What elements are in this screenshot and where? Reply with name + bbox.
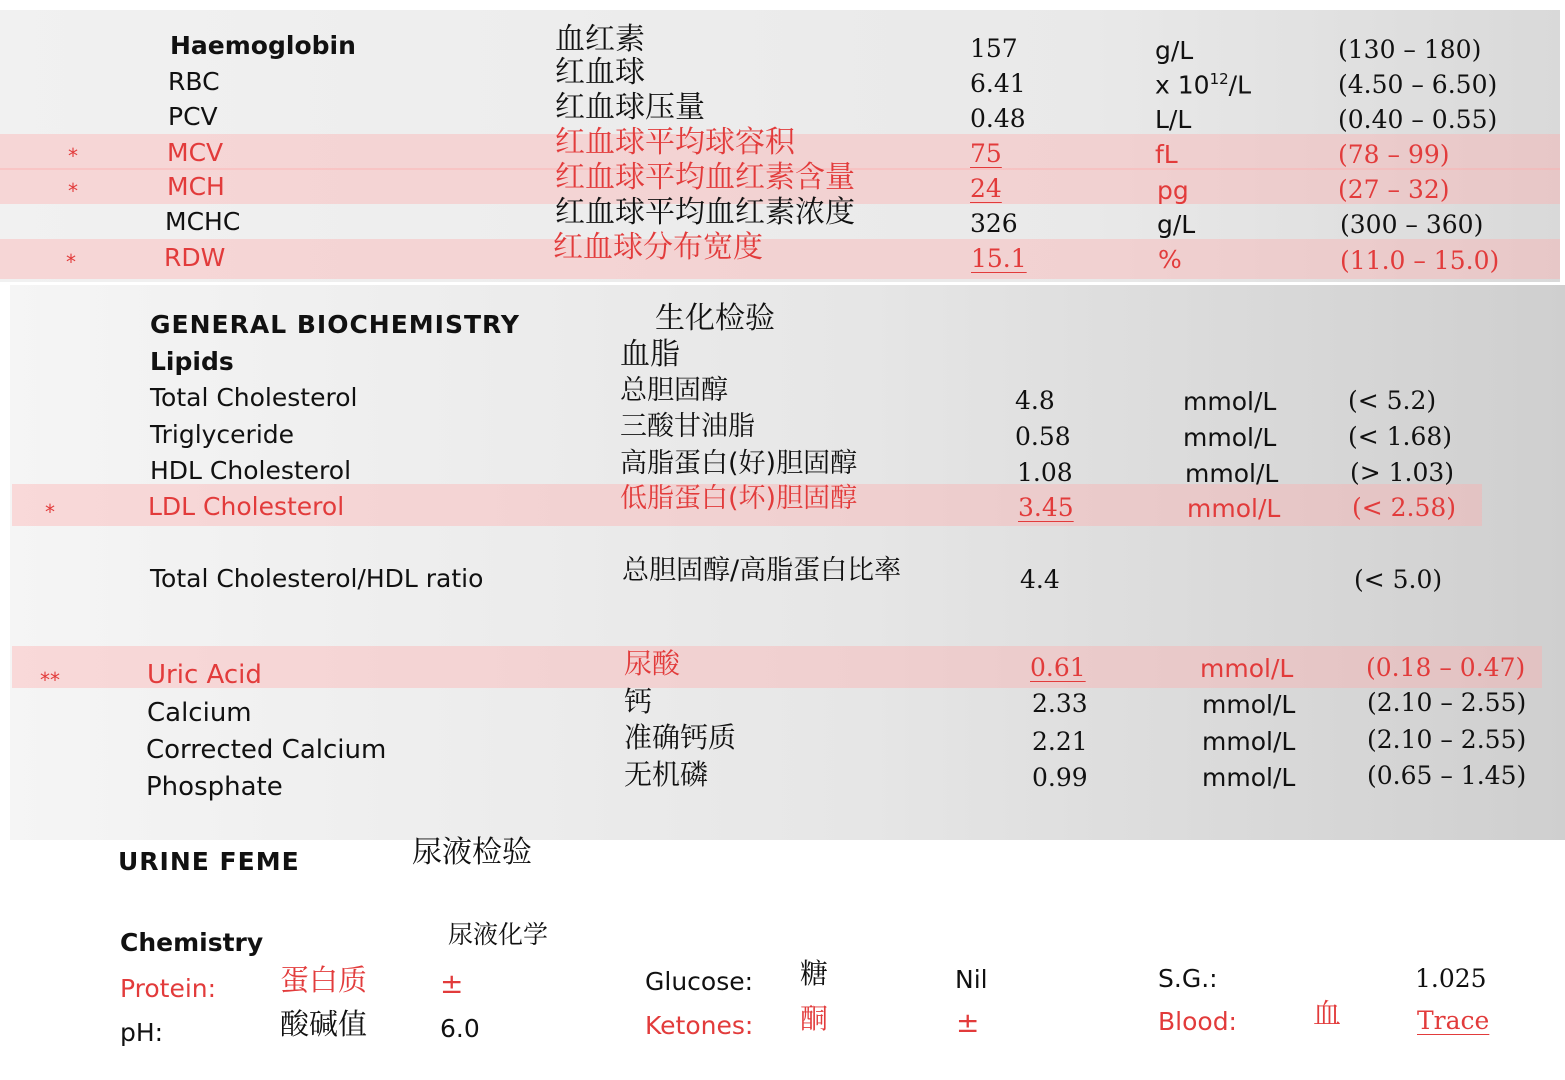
test-range: (78 – 99) (1338, 140, 1450, 169)
sg-label: S.G.: (1158, 964, 1218, 993)
lipids-label-zh: 血脂 (620, 337, 680, 372)
test-value: 0.58 (1015, 422, 1071, 451)
test-name-zh: 红血球分布宽度 (553, 230, 763, 265)
glucose-value: Nil (955, 965, 988, 994)
abnormal-flag: * (45, 500, 55, 524)
ph-label: pH: (120, 1018, 164, 1047)
test-value: 2.21 (1032, 727, 1088, 756)
ratio-range: (< 5.0) (1354, 565, 1443, 594)
test-range: (27 – 32) (1338, 175, 1450, 204)
test-range: (0.65 – 1.45) (1367, 761, 1527, 790)
sg-value: 1.025 (1415, 964, 1487, 993)
test-name-zh: 红血球平均血红素浓度 (555, 195, 855, 230)
test-unit: % (1158, 245, 1182, 274)
abnormal-flag: * (68, 144, 78, 168)
chemistry-label-zh: 尿液化学 (448, 920, 549, 949)
test-unit: g/L (1155, 36, 1194, 65)
test-name: Phosphate (146, 772, 283, 802)
test-value: 2.33 (1032, 689, 1088, 718)
test-value: 4.8 (1015, 386, 1055, 415)
test-unit: fL (1155, 140, 1178, 169)
test-name-zh: 钙 (624, 685, 653, 718)
test-range: (11.0 – 15.0) (1340, 246, 1500, 275)
test-unit: mmol/L (1185, 459, 1279, 488)
highlight-rdw (0, 239, 1560, 279)
test-range: (130 – 180) (1338, 35, 1482, 64)
test-range: (0.40 – 0.55) (1338, 105, 1498, 134)
test-name-zh: 总胆固醇 (620, 375, 728, 406)
protein-value: ± (440, 967, 464, 1000)
test-unit: mmol/L (1202, 727, 1296, 756)
test-name: Haemoglobin (170, 31, 356, 60)
test-name: Total Cholesterol (150, 383, 358, 412)
ratio-value: 4.4 (1020, 565, 1060, 594)
test-name-zh: 红血球平均球容积 (555, 125, 795, 160)
glucose-label-zh: 糖 (800, 957, 829, 990)
test-name-zh: 高脂蛋白(好)胆固醇 (620, 448, 858, 479)
test-name-zh: 红血球平均血红素含量 (555, 160, 855, 195)
test-name: LDL Cholesterol (148, 492, 345, 521)
test-value: 1.08 (1017, 458, 1073, 487)
test-name-zh: 低脂蛋白(坏)胆固醇 (620, 483, 858, 514)
test-name-zh: 尿酸 (624, 647, 681, 680)
test-name: MCH (167, 172, 225, 201)
glucose-label: Glucose: (645, 967, 754, 996)
test-unit: L/L (1155, 105, 1192, 134)
test-unit: mmol/L (1202, 763, 1296, 792)
test-value: 157 (970, 34, 1018, 63)
ketones-label-zh: 酮 (800, 1002, 829, 1035)
test-range: (< 2.58) (1352, 493, 1457, 522)
blood-value: Trace (1417, 1006, 1490, 1035)
test-value: 0.99 (1032, 763, 1088, 792)
ph-label-zh: 酸碱值 (280, 1007, 368, 1041)
section-title: GENERAL BIOCHEMISTRY (150, 310, 521, 339)
test-name: RBC (168, 67, 220, 96)
test-name-zh: 红血球压量 (555, 90, 705, 125)
test-range: (< 5.2) (1348, 386, 1437, 415)
section-title: URINE FEME (118, 847, 300, 876)
test-name-zh: 红血球 (555, 55, 645, 90)
test-range: (0.18 – 0.47) (1366, 653, 1526, 682)
ratio-name-zh: 总胆固醇/高脂蛋白比率 (622, 555, 902, 586)
test-unit: mmol/L (1183, 387, 1277, 416)
abnormal-flag: ** (40, 668, 60, 692)
test-value: 326 (970, 209, 1018, 238)
test-unit: mmol/L (1187, 494, 1281, 523)
test-unit: mmol/L (1200, 654, 1294, 683)
protein-label: Protein: (120, 974, 217, 1003)
test-range: (300 – 360) (1340, 210, 1484, 239)
test-range: (2.10 – 2.55) (1367, 725, 1527, 754)
test-range: (< 1.68) (1348, 422, 1453, 451)
test-value: 24 (970, 174, 1002, 203)
test-name: HDL Cholesterol (150, 456, 352, 485)
test-name: MCHC (165, 207, 241, 236)
test-name-zh: 准确钙质 (624, 721, 737, 754)
ph-value: 6.0 (440, 1014, 480, 1043)
test-range: (2.10 – 2.55) (1367, 688, 1527, 717)
test-name-zh: 三酸甘油脂 (620, 411, 755, 442)
test-name: PCV (168, 102, 218, 131)
test-unit: mmol/L (1202, 690, 1296, 719)
test-unit: pg (1157, 176, 1189, 205)
test-unit: mmol/L (1183, 423, 1277, 452)
section-title-zh: 尿液检验 (412, 835, 532, 870)
ketones-label: Ketones: (645, 1011, 754, 1040)
test-value: 3.45 (1018, 493, 1074, 522)
test-range: (> 1.03) (1350, 458, 1455, 487)
test-name: Corrected Calcium (146, 735, 387, 765)
blood-label: Blood: (1158, 1007, 1237, 1036)
abnormal-flag: * (68, 179, 78, 203)
test-value: 75 (970, 139, 1002, 168)
blood-label-zh: 血 (1313, 997, 1342, 1030)
test-value: 0.61 (1030, 653, 1086, 682)
test-name: Triglyceride (150, 420, 295, 449)
test-value: 15.1 (971, 244, 1027, 273)
chemistry-label: Chemistry (120, 928, 264, 957)
test-name: Calcium (147, 698, 252, 728)
test-name-zh: 无机磷 (624, 758, 709, 791)
test-name: MCV (167, 138, 224, 167)
test-range: (4.50 – 6.50) (1338, 70, 1498, 99)
test-value: 0.48 (970, 104, 1026, 133)
test-unit: g/L (1157, 210, 1196, 239)
test-name-zh: 血红素 (555, 22, 645, 57)
protein-label-zh: 蛋白质 (280, 963, 368, 997)
test-unit: x $10^{12}/L$ (1155, 70, 1252, 100)
test-value: 6.41 (970, 69, 1026, 98)
ketones-value: ± (956, 1006, 980, 1039)
test-name: RDW (164, 243, 226, 272)
lipids-label: Lipids (150, 347, 234, 376)
section-title-zh: 生化检验 (655, 301, 775, 336)
abnormal-flag: * (66, 250, 76, 274)
ratio-name: Total Cholesterol/HDL ratio (150, 564, 484, 593)
test-name: Uric Acid (147, 660, 262, 690)
